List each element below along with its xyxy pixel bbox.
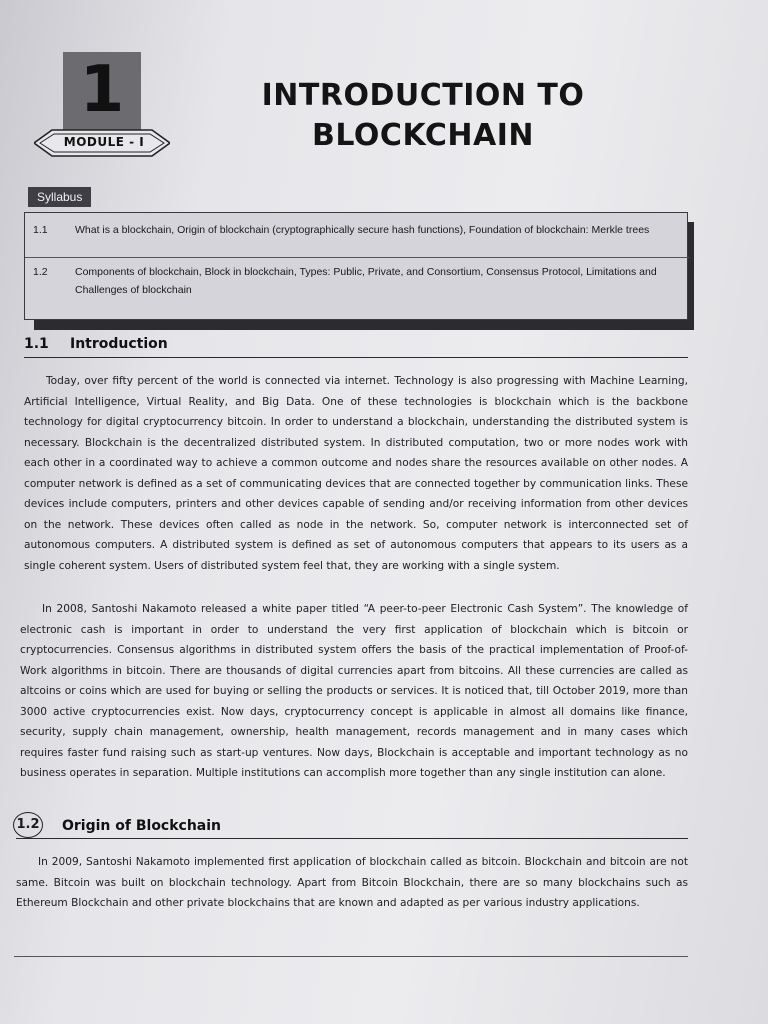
syllabus-row-number: 1.1 <box>33 224 48 236</box>
syllabus-box <box>24 212 688 320</box>
chapter-title-line1: INTRODUCTION TO <box>261 78 585 113</box>
syllabus-row-text: What is a blockchain, Origin of blockchain (cryptographically secure hash functions), Foundation of blockchain: Merkle trees <box>75 224 650 236</box>
syllabus-row-number: 1.2 <box>33 266 48 278</box>
syllabus-divider <box>25 257 689 258</box>
module-label: MODULE - I <box>63 135 145 149</box>
syllabus-row-text: Components of blockchain, Block in blockchain, Types: Public, Private, and Consortium, Consensus Protocol, Limitations and Challenges of blockchain <box>75 266 657 296</box>
section-rule <box>16 838 688 839</box>
paragraph: Today, over fifty percent of the world is connected via internet. Technology is also progressing with Machine Learning, Artificial Intelligence, Virtual Reality, and Big Data. One of these technologies is blockchain which is the backbone technology for digital cryptocurrency bitcoin. In order to understand a blockchain, understanding the distributed system is necessary. Blockchain is the decentralized distributed system. In distributed computation, two or more nodes work with each other in a coordinated way to achieve a common outcome and nodes share the resources available on other nodes. A computer network is defined as a set of communicating devices that are connected together by communication links. These devices include computers, printers and other devices capable of sending and/or receiving information from other devices on the network. These devices often called as node in the network. So, computer network is interconnected set of autonomous computers. A distributed system is defined as set of autonomous computers that appears to its users as a single coherent system. Users of distributed system feel that, they are working with a single system. <box>24 375 688 572</box>
section-number: 1.1 <box>24 336 49 352</box>
section-rule <box>24 357 688 358</box>
chapter-title <box>228 76 618 156</box>
page-footer-rule <box>14 956 688 957</box>
chapter-title-line2: BLOCKCHAIN <box>312 118 534 153</box>
syllabus-tab: Syllabus <box>28 187 91 207</box>
paragraph: In 2009, Santoshi Nakamoto implemented first application of blockchain called as bitcoin. Blockchain and bitcoin are not same. Bitcoin was built on blockchain technology. Apart from Bitcoin Blockchain, there are so many blockchains such as Ethereum Blockchain and other private blockchains that are known and adapted as per various industry applications. <box>16 856 688 909</box>
section-title: Origin of Blockchain <box>62 818 222 834</box>
module-number: 1 <box>79 53 125 127</box>
section-title: Introduction <box>70 336 168 352</box>
paragraph: In 2008, Santoshi Nakamoto released a white paper titled “A peer-to-peer Electronic Cash System”. The knowledge of electronic cash is important in order to understand the very first application of blockchain which is bitcoin or cryptocurrencies. Consensus algorithms in distributed system offers the basis of the practical implementation of Proof-of-Work algorithms in bitcoin. There are thousands of digital currencies apart from bitcoins. All these currencies are called as altcoins or coins which are used for buying or selling the products or services. It is noticed that, till October 2019, more than 3000 active cryptocurrencies exist. Now days, cryptocurrency concept is applicable in almost all domains like finance, security, supply chain management, ownership, health management, records management and in many cases which requires faster fund raising such as start-up ventures. Now days, Blockchain is acceptable and important technology as no business operates in separation. Multiple institutions can accomplish more together than any single institution can alone. <box>20 603 688 779</box>
section-number-circled: 1.2 <box>13 812 43 838</box>
